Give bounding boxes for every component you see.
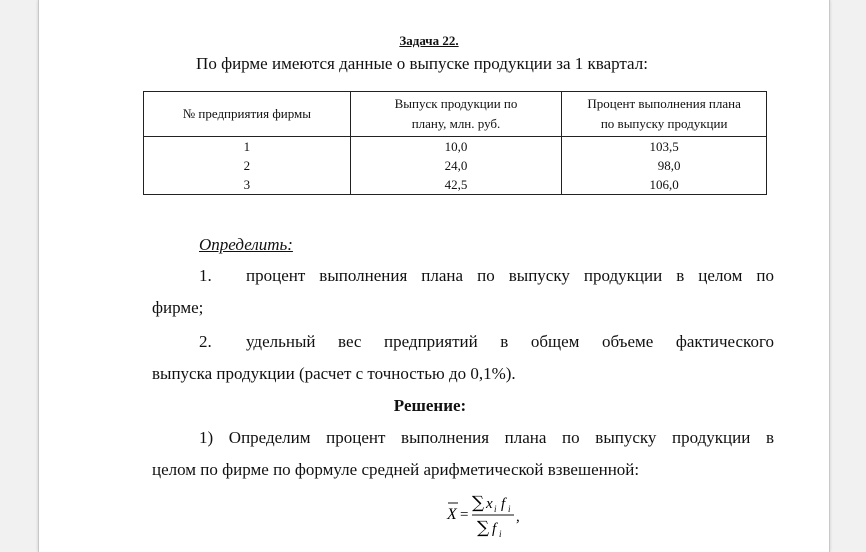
- cell-enterprise: 2: [144, 156, 351, 175]
- sum-icon: ∑: [472, 493, 485, 513]
- sum-icon: ∑: [477, 518, 490, 538]
- header-line: плану, млн. руб.: [411, 116, 501, 131]
- document-page: [38, 0, 830, 552]
- cell-plan-output: 24,0: [350, 156, 562, 175]
- cell-enterprise: 1: [144, 137, 351, 157]
- table-row: [144, 137, 767, 157]
- header-line: Процент выполнения плана: [587, 96, 741, 111]
- header-line: № предприятия фирмы: [182, 106, 311, 121]
- table-row: [144, 156, 767, 175]
- formula-lhs: X: [447, 506, 457, 523]
- production-table: [143, 91, 767, 195]
- item-number: 1.: [199, 266, 212, 285]
- item-text-line: фирме;: [152, 298, 204, 317]
- table-header-row: [144, 92, 767, 137]
- solution-text-line: 1) Определим процент выполнения плана по выпуску продукции в: [199, 428, 774, 447]
- formula-equals: =: [460, 507, 469, 523]
- header-enterprise: [144, 92, 351, 137]
- cell-plan-percent: 103,5: [562, 137, 767, 157]
- solution-text-line: целом по фирме по формуле средней арифметической взвешенной:: [152, 460, 640, 479]
- header-line: по выпуску продукции: [600, 116, 728, 131]
- cell-plan-output: 10,0: [350, 137, 562, 157]
- cell-plan-output: 42,5: [350, 175, 562, 195]
- cell-enterprise: 3: [144, 175, 351, 195]
- cell-plan-percent: 106,0: [562, 175, 767, 195]
- define-label: Определить:: [199, 235, 293, 254]
- item-number: 2.: [199, 332, 212, 351]
- table-row: [144, 175, 767, 195]
- header-plan-output: [350, 92, 562, 137]
- item-text-line: процент выполнения плана по выпуску продукции в целом по: [246, 266, 774, 285]
- solution-label: Решение:: [393, 396, 467, 415]
- formula-num-x: x: [486, 496, 493, 512]
- task-title: Задача 22.: [399, 33, 459, 48]
- formula-den-f-sub: i: [499, 529, 502, 539]
- formula-num-x-sub: i: [494, 504, 497, 514]
- intro-text: По фирме имеются данные о выпуске продукции за 1 квартал:: [196, 54, 648, 73]
- header-plan-percent: [562, 92, 767, 137]
- formula-num-f-sub: i: [508, 504, 511, 514]
- item-text-line: удельный вес предприятий в общем объеме фактического: [246, 332, 774, 351]
- header-line: Выпуск продукции по: [394, 96, 518, 111]
- formula-tail: ,: [516, 509, 520, 525]
- formula-den-f: f: [492, 521, 497, 537]
- weighted-mean-formula: [441, 484, 541, 540]
- cell-plan-percent: 98,0: [562, 156, 767, 175]
- item-text-line: выпуска продукции (расчет с точностью до 0,1%).: [152, 364, 516, 383]
- formula-num-f: f: [501, 496, 506, 512]
